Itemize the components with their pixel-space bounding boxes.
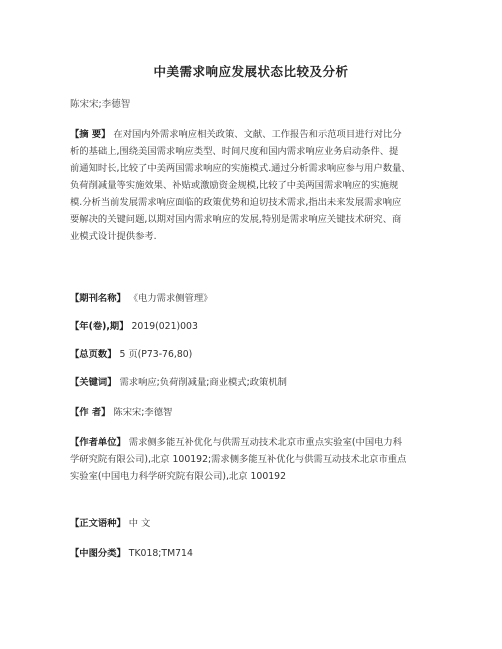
issue-field [70, 318, 440, 335]
classification-value: TK018;TM714 [128, 548, 193, 559]
author-field [70, 404, 440, 421]
abstract-section [70, 126, 440, 245]
keywords-label: 【关键词】 [70, 377, 117, 388]
keywords-field [70, 374, 440, 391]
abstract-line: 前通知时长,比较了中美两国需求响应的实施模式.通过分析需求响应参与用户数量、 [70, 163, 411, 174]
affiliation-field [70, 434, 440, 485]
affiliation-line: 实验室(中国电力科学研究院有限公司),北京 100192 [70, 471, 286, 482]
pages-field [70, 346, 440, 363]
keywords-value: 需求响应;负荷削减量;商业模式;政策机制 [119, 377, 287, 388]
abstract-label: 【摘 要】 [70, 129, 111, 140]
pages-value: 5 页(P73-76,80) [119, 349, 193, 360]
journal-label: 【期刊名称】 [70, 293, 126, 304]
language-value: 中 文 [128, 518, 151, 529]
document-authors: 陈宋宋;李德智 [70, 99, 131, 110]
abstract-line [70, 126, 440, 143]
classification-field [70, 545, 440, 562]
abstract-line: 析的基础上,围绕美国需求响应类型、时间尺度和国内需求响应业务启动条件、提 [70, 146, 399, 157]
classification-label: 【中图分类】 [70, 548, 126, 559]
abstract-text: 在对国内外需求响应相关政策、文献、工作报告和示范项目进行对比分 [113, 129, 402, 140]
abstract-line: 负荷削减量等实施效果、补贴或激励资金规模,比较了中美两国需求响应的实施规 [70, 180, 399, 191]
pages-label: 【总页数】 [70, 349, 117, 360]
issue-value: 2019(021)003 [131, 321, 198, 332]
abstract-line: 模.分析当前发展需求响应面临的政策优势和迫切技术需求,指出未来发展需求响应 [70, 197, 402, 208]
language-label: 【正文语种】 [70, 518, 126, 529]
author-label: 【作 者】 [70, 407, 111, 418]
author-value: 陈宋宋;李德智 [113, 407, 173, 418]
language-field [70, 515, 440, 532]
document-title: 中美需求响应发展状态比较及分析 [153, 64, 349, 79]
abstract-line: 业模式设计提供参考. [70, 231, 157, 242]
journal-field [70, 290, 440, 307]
affiliation-label: 【作者单位】 [70, 437, 126, 448]
affiliation-text: 需求侧多能互补优化与供需互动技术北京市重点实验室(中国电力科 [128, 437, 403, 448]
issue-label: 【年(卷),期】 [70, 321, 129, 332]
journal-value: 《电力需求侧管理》 [128, 293, 213, 304]
affiliation-line: 学研究院有限公司),北京 100192;需求侧多能互补优化与供需互动技术北京市重点 [70, 454, 407, 465]
abstract-line: 要解决的关键问题,以期对国内需求响应的发展,特别是需求响应关键技术研究、商 [70, 214, 402, 225]
